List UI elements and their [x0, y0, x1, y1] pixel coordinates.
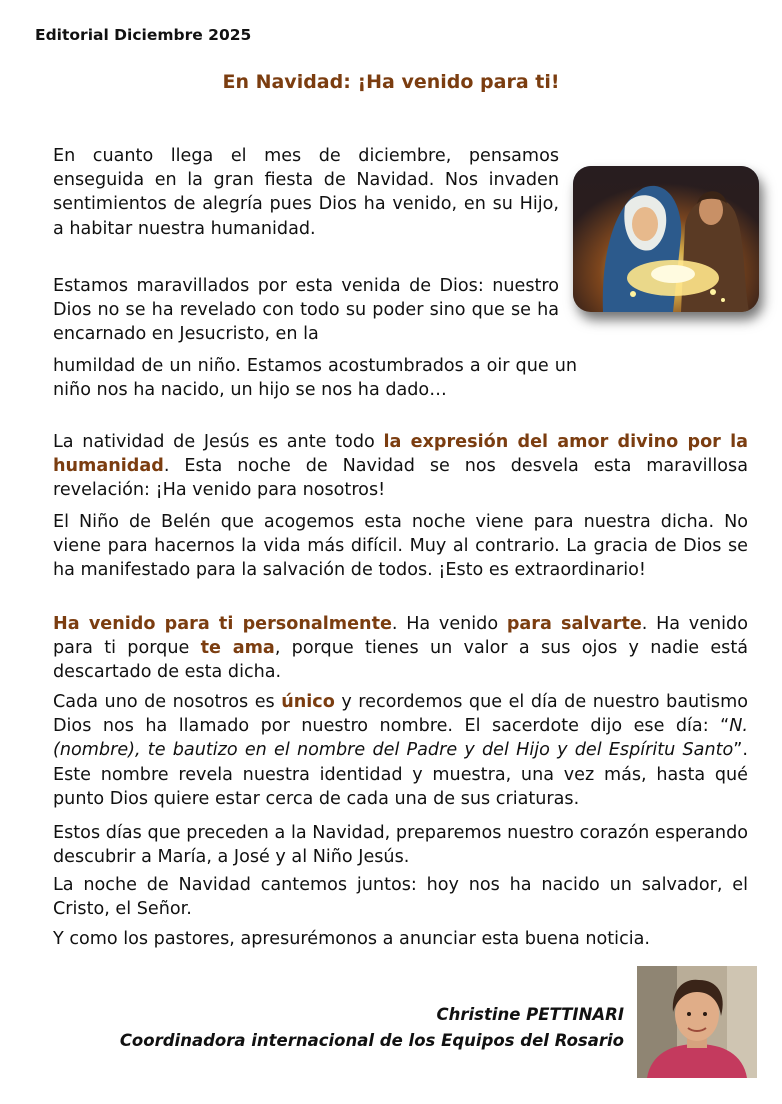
nativity-highlight: la expresión del amor divino por la humanidad: [53, 432, 748, 477]
paragraph-shepherds: Y como los pastores, apresurémonos a anunciar esta buena noticia.: [53, 929, 651, 949]
unique-text-3: ”. Este nombre revela nuestra identidad y muestra, una vez más, hasta qué punto Dios quiere estar cerca de cada una de sus criaturas.: [53, 740, 748, 809]
paragraph-intro: En cuanto llega el mes de diciembre, pensamos enseguida en la gran fiesta de Navidad. Nos invaden sentimientos de alegría pues Dios ha venido, en su Hijo, a habitar nuestra humanidad.: [53, 146, 559, 239]
paragraph-advent: Estos días que preceden a la Navidad, preparemos nuestro corazón esperando descubrir a María, a José y al Niño Jesús.: [53, 823, 748, 868]
nativity-text-pre: La natividad de Jesús es ante todo: [53, 432, 384, 452]
unique-text-1: Cada uno de nosotros es: [53, 692, 282, 712]
page-title: En Navidad: ¡Ha venido para ti!: [222, 71, 560, 93]
paragraph-child-of-bethlehem: El Niño de Belén que acogemos esta noche viene para nuestra dicha. No viene para hacernos la vida más difícil. Muy al contrario. La gracia de Dios se ha manifestado para la salvación de todos. ¡Esto es extraordinario!: [53, 512, 748, 581]
paragraph-wonder-b: humildad de un niño. Estamos acostumbrados a oir que un niño nos ha nacido, un hijo se nos ha dado…: [53, 356, 577, 401]
paragraph-nativity: [53, 430, 748, 503]
came-for-you-highlight: Ha venido para ti personalmente: [53, 614, 392, 634]
paragraph-christmas-night: La noche de Navidad cantemos juntos: hoy nos ha nacido un salvador, el Cristo, el Señor.: [53, 875, 748, 920]
unique-text-2: y recordemos que el día de nuestro bautismo Dios nos ha llamado por nuestro nombre. El sacerdote dijo ese día: “: [53, 692, 748, 737]
unique-highlight: único: [281, 692, 335, 712]
nativity-image: [573, 166, 759, 312]
came-for-you-text-1: . Ha venido: [391, 614, 507, 634]
came-for-you-text-2: . Ha venido para ti porque: [53, 614, 748, 659]
paragraph-came-for-you: [53, 612, 748, 685]
paragraph-unique: [53, 690, 748, 811]
signature-role: Coordinadora internacional de los Equipos del Rosario: [119, 1031, 624, 1050]
signature-name: Christine PETTINARI: [436, 1005, 624, 1024]
author-portrait: [637, 966, 757, 1078]
loves-you-highlight: te ama: [200, 638, 275, 659]
came-for-you-text-3: , porque tienes un valor a sus ojos y nadie está descartado de esta dicha.: [53, 638, 749, 683]
to-save-you-highlight: para salvarte: [506, 614, 642, 634]
editorial-header: Editorial Diciembre 2025: [35, 26, 252, 44]
baptism-quote: N. (nombre), te bautizo en el nombre del Padre y del Hijo y del Espíritu Santo: [53, 716, 748, 761]
nativity-text-post: . Esta noche de Navidad se nos desvela esta maravillosa revelación: ¡Ha venido para nosotros!: [53, 456, 748, 501]
paragraph-wonder-a: Estamos maravillados por esta venida de Dios: nuestro Dios no se ha revelado con todo su poder sino que se ha encarnado en Jesucristo, en la: [53, 276, 559, 345]
